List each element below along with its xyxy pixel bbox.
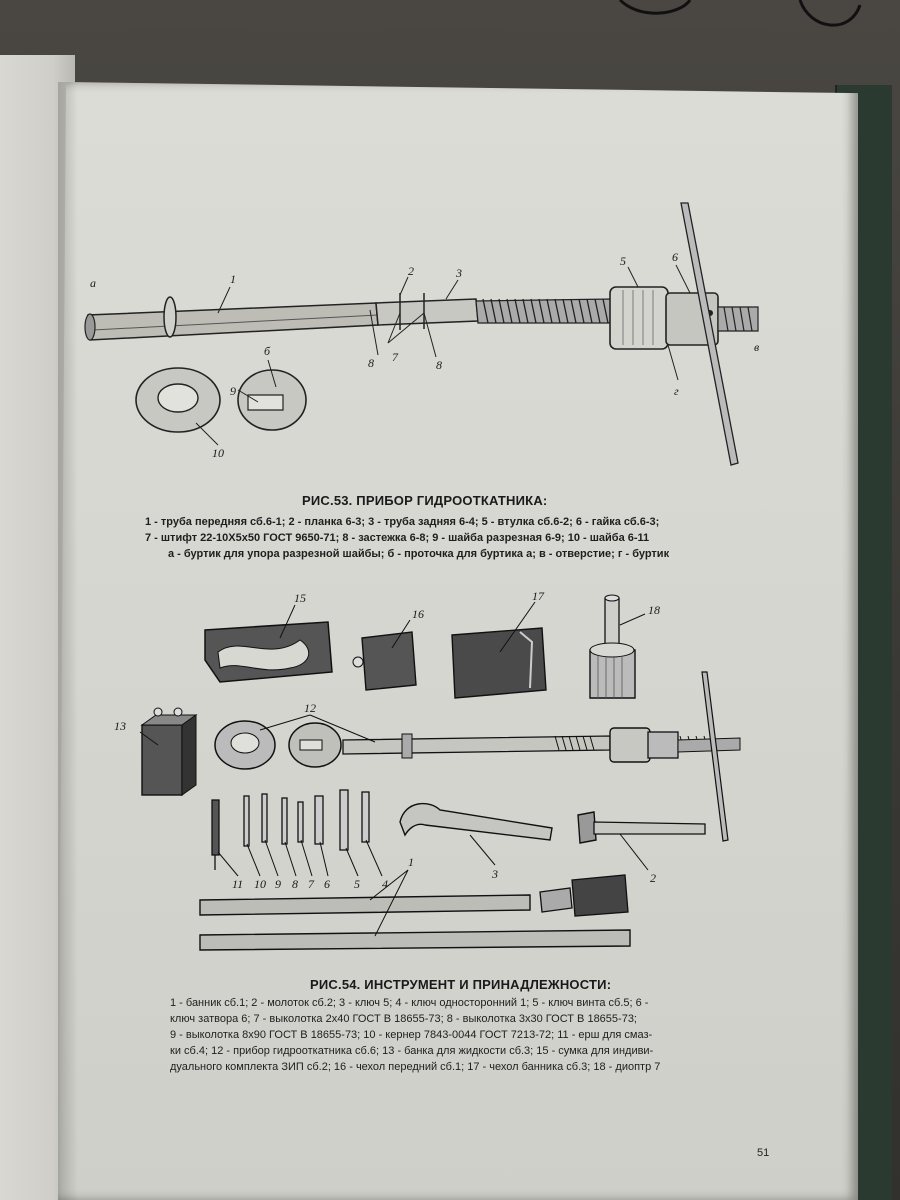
figure-54-legend-line-4: ки сб.4; 12 - прибор гидрооткатника сб.6; 13 - банка для жидкости сб.3; 15 - сумка для индиви- bbox=[170, 1045, 654, 1057]
label-15: 15 bbox=[294, 591, 306, 605]
label-3: 3 bbox=[456, 266, 462, 280]
label-v: в bbox=[754, 340, 760, 354]
page-gutter-shadow bbox=[58, 82, 78, 1200]
label-6: 6 bbox=[324, 877, 330, 891]
label-3: 3 bbox=[492, 867, 498, 881]
label-11: 11 bbox=[232, 877, 244, 891]
cable bbox=[600, 0, 900, 40]
figure-53-illustration bbox=[78, 195, 788, 475]
label-7: 7 bbox=[308, 877, 314, 891]
label-16: 16 bbox=[412, 607, 424, 621]
label-17: 17 bbox=[532, 590, 544, 603]
figure-54-legend-line-3: 9 - выколотка 8х90 ГОСТ В 18655-73; 10 - кернер 7843-0044 ГОСТ 7213-72; 11 - ерш для смаз- bbox=[170, 1029, 653, 1041]
label-a: а bbox=[90, 276, 96, 290]
label-5: 5 bbox=[354, 877, 360, 891]
label-18: 18 bbox=[648, 603, 660, 617]
label-b: б bbox=[264, 344, 271, 358]
label-10: 10 bbox=[212, 446, 224, 460]
label-7: 7 bbox=[392, 350, 398, 364]
label-6: 6 bbox=[672, 250, 678, 264]
figure-54-legend-line-5: дуального комплекта ЗИП сб.2; 16 - чехол передний сб.1; 17 - чехол банника сб.3; 18 - диоптр 7 bbox=[170, 1061, 661, 1073]
label-2: 2 bbox=[650, 871, 656, 885]
figure-54-legend-line-1: 1 - банник сб.1; 2 - молоток сб.2; 3 - ключ 5; 4 - ключ односторонний 1; 5 - ключ винта сб.5; 6 - bbox=[170, 997, 649, 1009]
figure-53-legend-line-2: 7 - штифт 22-10Х5х50 ГОСТ 9650-71; 8 - застежка 6-8; 9 - шайба разрезная 6-9; 10 - шайба 6-11 bbox=[145, 532, 650, 544]
label-8-right: 8 bbox=[436, 358, 442, 372]
label-g: г bbox=[674, 384, 679, 398]
label-10: 10 bbox=[254, 877, 266, 891]
label-1: 1 bbox=[230, 272, 236, 286]
label-8: 8 bbox=[292, 877, 298, 891]
figure-53-legend-line-1: 1 - труба передняя сб.6-1; 2 - планка 6-3; 3 - труба задняя 6-4; 5 - втулка сб.6-2; 6 - гайка сб.6-3; bbox=[145, 516, 660, 528]
page-number: 51 bbox=[757, 1147, 770, 1159]
figure-54-title: РИС.54. ИНСТРУМЕНТ И ПРИНАДЛЕЖНОСТИ: bbox=[310, 977, 612, 992]
label-9: 9 bbox=[275, 877, 281, 891]
figure-54-illustration bbox=[100, 590, 780, 960]
label-5: 5 bbox=[620, 254, 626, 268]
label-13: 13 bbox=[114, 719, 126, 733]
label-9: 9 bbox=[230, 384, 236, 398]
label-4: 4 bbox=[382, 877, 388, 891]
label-2: 2 bbox=[408, 264, 414, 278]
figure-53-legend-line-3: а - буртик для упора разрезной шайбы; б - проточка для буртика а; в - отверстие; г - буртик bbox=[168, 548, 670, 560]
figure-53-title: РИС.53. ПРИБОР ГИДРООТКАТНИКА: bbox=[302, 493, 548, 508]
figure-54-legend-line-2: ключ затвора 6; 7 - выколотка 2х40 ГОСТ В 18655-73; 8 - выколотка 3х30 ГОСТ В 18655-73; bbox=[170, 1013, 637, 1025]
label-1: 1 bbox=[408, 855, 414, 869]
label-8-left: 8 bbox=[368, 356, 374, 370]
label-12: 12 bbox=[304, 701, 316, 715]
